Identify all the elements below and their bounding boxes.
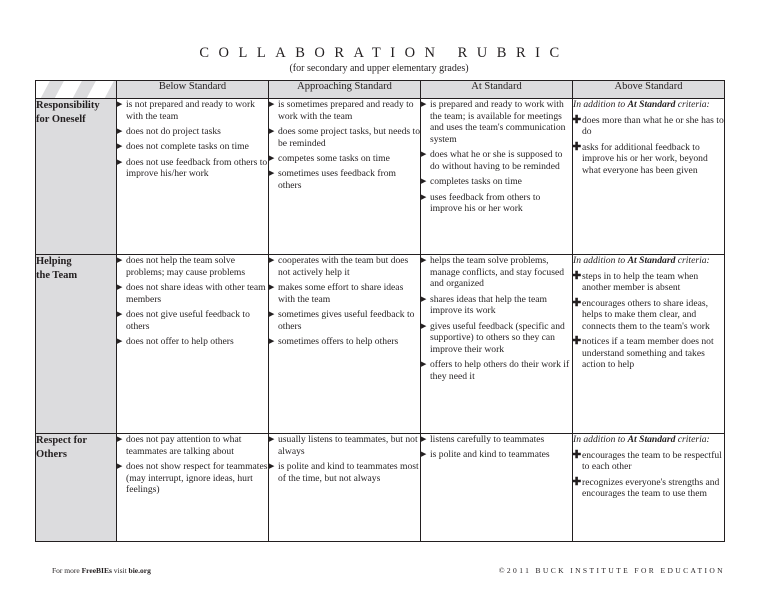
- plus-icon: ✚: [572, 475, 582, 488]
- list-item: ▶ completes tasks on time: [421, 176, 522, 188]
- triangle-bullet-icon: ▶: [421, 100, 427, 108]
- table-row: [36, 434, 725, 542]
- list-item: ✚ does more than what he or she has to do: [572, 113, 724, 138]
- criteria-cell-at: [421, 434, 573, 542]
- above-intro: In addition to At Standard criteria:: [573, 99, 710, 110]
- triangle-bullet-icon: ▶: [421, 192, 427, 201]
- list-item: ▶ offers to help others do their work if they need it: [421, 359, 570, 382]
- rubric-table: [35, 80, 725, 542]
- list-item: ▶ is polite and kind to teammates most of the time, but not always: [269, 460, 419, 484]
- criteria-cell-approaching: [269, 255, 421, 434]
- triangle-bullet-icon: ▶: [117, 157, 123, 166]
- footer-freebies: For more FreeBIEs visit bie.org: [52, 566, 151, 575]
- row-label: Respect for Others: [36, 434, 117, 542]
- plus-icon: ✚: [572, 296, 582, 309]
- triangle-bullet-icon: ▶: [117, 309, 123, 318]
- triangle-bullet-icon: ▶: [269, 100, 275, 108]
- row-label: Helping the Team: [36, 255, 117, 434]
- list-item: ✚ encourages the team to be respectful to each other: [572, 448, 722, 473]
- plus-icon: ✚: [572, 335, 582, 348]
- list-item: ▶ does not use feedback from others to improve his/her work: [117, 156, 268, 180]
- list-item: ▶ makes some effort to share ideas with the team: [269, 281, 404, 305]
- list-item: ▶ is sometimes prepared and ready to work with the team: [269, 99, 414, 122]
- criteria-list: [117, 434, 268, 496]
- triangle-bullet-icon: ▶: [117, 336, 123, 345]
- triangle-bullet-icon: ▶: [117, 435, 123, 443]
- criteria-list: [573, 450, 724, 500]
- list-item: ▶ does not help the team solve problems; may cause problems: [117, 255, 246, 278]
- list-item: ▶ does not share ideas with other team members: [117, 281, 266, 305]
- triangle-bullet-icon: ▶: [117, 256, 123, 264]
- plus-icon: ✚: [572, 140, 582, 153]
- list-item: ✚ recognizes everyone's strengths and encourages the team to use them: [572, 475, 720, 500]
- criteria-cell-above: [573, 255, 725, 434]
- triangle-bullet-icon: ▶: [269, 336, 275, 345]
- triangle-bullet-icon: ▶: [421, 294, 427, 303]
- plus-icon: ✚: [572, 269, 582, 282]
- list-item: ▶ does not pay attention to what teammates are talking about: [117, 434, 242, 457]
- list-item: ▶ sometimes uses feedback from others: [269, 168, 397, 191]
- list-item: ▶ is not prepared and ready to work with the team: [117, 99, 255, 122]
- list-item: ▶ is prepared and ready to work with the team; is available for meetings and uses the team's communication system: [421, 99, 566, 145]
- list-item: ▶ does not give useful feedback to others: [117, 308, 250, 332]
- corner-cell: [36, 81, 117, 99]
- list-item: ✚ notices if a team member does not understand something and takes action to help: [572, 335, 714, 371]
- above-intro: In addition to At Standard criteria:: [573, 255, 710, 266]
- list-item: ▶ usually listens to teammates, but not always: [269, 434, 418, 457]
- criteria-list: [573, 115, 724, 177]
- criteria-cell-approaching: [269, 99, 421, 255]
- triangle-bullet-icon: ▶: [421, 256, 427, 264]
- triangle-bullet-icon: ▶: [269, 435, 275, 443]
- list-item: ▶ listens carefully to teammates: [421, 434, 545, 445]
- criteria-cell-approaching: [269, 434, 421, 542]
- list-item: ▶ does some project tasks, but needs to be reminded: [269, 125, 421, 149]
- list-item: ▶ competes some tasks on time: [269, 152, 390, 164]
- table-row: [36, 99, 725, 255]
- list-item: ▶ sometimes gives useful feedback to others: [269, 308, 415, 332]
- criteria-cell-at: [421, 99, 573, 255]
- plus-icon: ✚: [572, 448, 582, 461]
- triangle-bullet-icon: ▶: [421, 150, 427, 159]
- list-item: ✚ steps in to help the team when another member is absent: [572, 269, 699, 294]
- triangle-bullet-icon: ▶: [269, 282, 275, 291]
- criteria-cell-below: [117, 255, 269, 434]
- criteria-cell-at: [421, 255, 573, 434]
- triangle-bullet-icon: ▶: [269, 309, 275, 318]
- triangle-bullet-icon: ▶: [421, 435, 427, 443]
- list-item: ▶ uses feedback from others to improve his or her work: [421, 191, 541, 215]
- triangle-bullet-icon: ▶: [421, 450, 427, 459]
- list-item: ▶ is polite and kind to teammates: [421, 449, 550, 461]
- row-label: Responsibility for Oneself: [36, 99, 117, 255]
- column-header-below: Below Standard: [117, 81, 269, 99]
- decorative-stripe: [100, 81, 116, 99]
- list-item: ▶ does what he or she is supposed to do without having to be reminded: [421, 149, 563, 172]
- table-row: [36, 255, 725, 434]
- decorative-stripe: [68, 81, 98, 99]
- list-item: ▶ does not show respect for teammates (may interrupt, ignore ideas, hurt feelings): [117, 460, 268, 496]
- triangle-bullet-icon: ▶: [269, 461, 275, 470]
- triangle-bullet-icon: ▶: [269, 256, 275, 264]
- above-intro: In addition to At Standard criteria:: [573, 434, 710, 445]
- column-header-above: Above Standard: [573, 81, 725, 99]
- list-item: ▶ gives useful feedback (specific and supportive) to others so they can improve their work: [421, 320, 565, 355]
- triangle-bullet-icon: ▶: [117, 461, 123, 470]
- criteria-list: [269, 434, 420, 484]
- criteria-cell-below: [117, 434, 269, 542]
- criteria-list: [421, 255, 572, 382]
- list-item: ▶ does not complete tasks on time: [117, 141, 249, 153]
- list-item: ▶ helps the team solve problems, manage conflicts, and stay focused and organized: [421, 255, 564, 290]
- list-item: ▶ does not do project tasks: [117, 125, 221, 137]
- page-subtitle: (for secondary and upper elementary grades): [289, 63, 469, 74]
- list-item: ▶ sometimes offers to help others: [269, 335, 399, 347]
- plus-icon: ✚: [572, 113, 582, 126]
- criteria-list: [421, 434, 572, 461]
- triangle-bullet-icon: ▶: [269, 169, 275, 178]
- page-title: COLLABORATION RUBRIC: [199, 45, 569, 61]
- criteria-list: [421, 99, 572, 215]
- criteria-list: [269, 255, 420, 348]
- triangle-bullet-icon: ▶: [269, 153, 275, 162]
- criteria-list: [573, 271, 724, 371]
- triangle-bullet-icon: ▶: [117, 126, 123, 135]
- bie-link[interactable]: bie.org: [128, 566, 151, 575]
- column-header-approaching: Approaching Standard: [269, 81, 421, 99]
- criteria-list: [117, 255, 268, 348]
- criteria-cell-below: [117, 99, 269, 255]
- criteria-list: [269, 99, 420, 192]
- criteria-list: [117, 99, 268, 180]
- criteria-cell-above: [573, 99, 725, 255]
- triangle-bullet-icon: ▶: [421, 360, 427, 369]
- triangle-bullet-icon: ▶: [117, 142, 123, 151]
- list-item: ✚ encourages others to share ideas, helps to make them clear, and connects them to the team's work: [572, 296, 710, 332]
- list-item: ▶ cooperates with the team but does not actively help it: [269, 255, 409, 278]
- list-item: ▶ shares ideas that help the team improve its work: [421, 293, 547, 317]
- list-item: ✚ asks for additional feedback to improve his or her work, beyond what everyone has been given: [572, 140, 708, 176]
- list-item: ▶ does not offer to help others: [117, 335, 234, 347]
- triangle-bullet-icon: ▶: [269, 126, 275, 135]
- triangle-bullet-icon: ▶: [117, 100, 123, 108]
- decorative-stripe: [36, 81, 66, 99]
- triangle-bullet-icon: ▶: [421, 177, 427, 186]
- footer-copyright: ©2011 BUCK INSTITUTE FOR EDUCATION: [498, 566, 725, 575]
- triangle-bullet-icon: ▶: [421, 321, 427, 330]
- header-row: [36, 81, 725, 99]
- criteria-cell-above: [573, 434, 725, 542]
- column-header-at: At Standard: [421, 81, 573, 99]
- triangle-bullet-icon: ▶: [117, 282, 123, 291]
